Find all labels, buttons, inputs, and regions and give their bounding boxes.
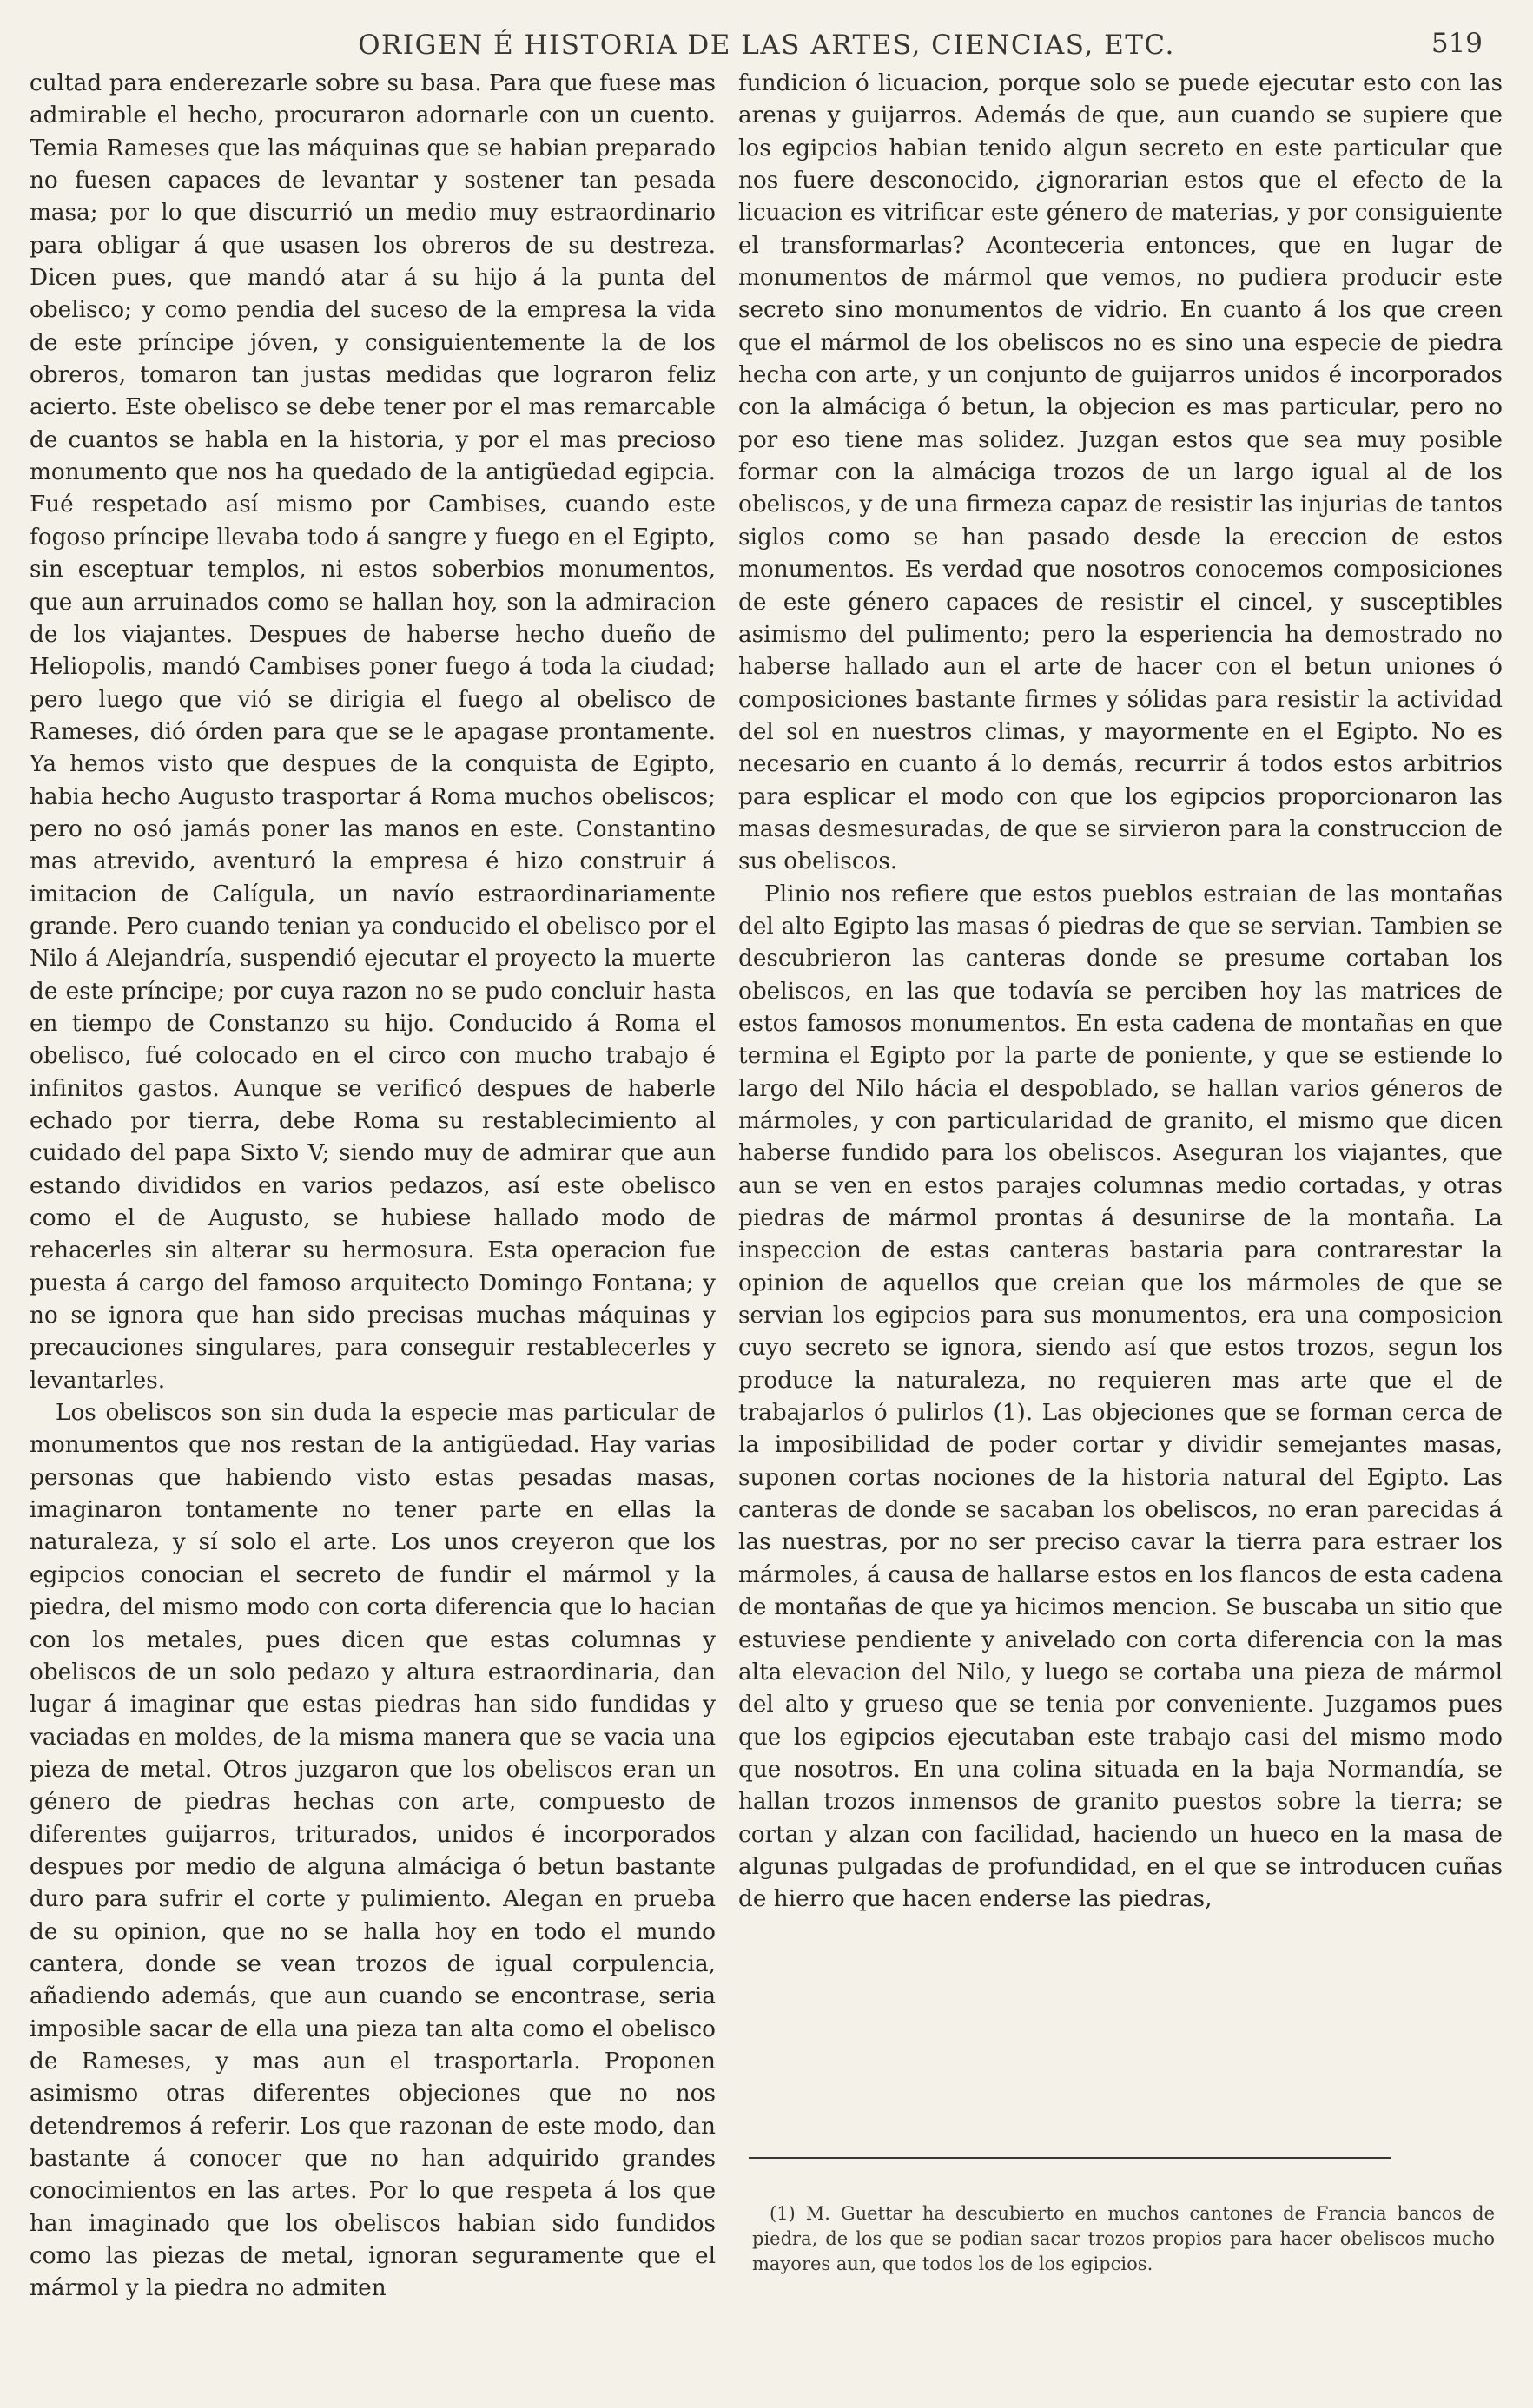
paragraph: Los obeliscos son sin duda la especie mas particular de monumentos que nos restan de la antigüedad. Hay varias personas que habiendo visto estas pesadas masas, imaginaron tontamente no tener parte en ellas la naturaleza, y sí solo el arte. Los unos creyeron que los egipcios conocian el secreto de fundir el mármol y la piedra, del mismo modo con corta diferencia que lo hacian con los metales, pues dicen que estas columnas y obeliscos de un solo pedazo y altura estraordinaria, dan lugar á imaginar que estas piedras han sido fundidas y vaciadas en moldes, de la misma manera que se vacia una pieza de metal. Otros juzgaron que los obeliscos eran un género de piedras hechas con arte, compuesto de diferentes guijarros, triturados, unidos é incorporados despues por medio de alguna almáciga ó betun bastante duro para sufrir el corte y pulimiento. Alegan en prueba de su opinion, que no se halla hoy en todo el mundo cantera, donde se vean trozos de igual corpulencia, añadiendo además, que aun cuando se encontrase, seria imposible sacar de ella una pieza tan alta como el obelisco de Rameses, y mas aun el trasportarla. Proponen asimismo otras diferentes objeciones que no nos detendremos á referir. Los que razonan de este modo, dan bastante á conocer que no han adquirido grandes conocimientos en las artes. Por lo que respeta á los que han imaginado que los obeliscos habian sido fundidos como las piezas de metal, ignoran seguramente que el mármol y la piedra no admiten [30, 1400, 716, 2302]
footnote: (1) M. Guettar ha descubierto en muchos cantones de Francia bancos de piedra, de los que se podian sacar trozos propios para hacer obeliscos mucho mayores aun, que todos los de los egipcios. [752, 2203, 1495, 2274]
paragraph: fundicion ó licuacion, porque solo se puede ejecutar esto con las arenas y guijarros. Además de que, aun cuando se supiere que los egipcios habian tenido algun secreto en este particular que nos fuere desconocido, ¿ignorarian estos que el efecto de la licuacion es vitrificar este género de materias, y por consiguiente el transformarlas? Aconteceria entonces, que en lugar de monumentos de mármol que vemos, no pudiera producir este secreto sino monumentos de vidrio. En cuanto á los que creen que el mármol de los obeliscos no es sino una especie de piedra hecha con arte, y un conjunto de guijarros unidos é incorporados con la almáciga ó betun, la objecion es mas particular, pero no por eso tiene mas solidez. Juzgan estos que sea muy posible formar con la almáciga trozos de un largo igual al de los obeliscos, y de una firmeza capaz de resistir las injurias de tantos siglos como se han pasado desde la ereccion de estos monumentos. Es verdad que nosotros conocemos composiciones de este género capaces de resistir el cincel, y susceptibles asimismo del pulimento; pero la esperiencia ha demostrado no haberse hallado aun el arte de hacer con el betun uniones ó composiciones bastante firmes y sólidas para resistir la actividad del sol en nuestros climas, y mayormente en el Egipto. No es necesario en cuanto á lo demás, recurrir á todos estos arbitrios para esplicar el modo con que los egipcios proporcionaron las masas desmesuradas, de que se sirvieron para la construccion de sus obeliscos. [738, 70, 1503, 875]
right-column [738, 68, 1503, 1917]
left-column [30, 68, 716, 2306]
paragraph: cultad para enderezarle sobre su basa. Para que fuese mas admirable el hecho, procuraron adornarle con un cuento. Temia Rameses que las máquinas que se habian preparado no fuesen capaces de levantar y sostener tan pesada masa; por lo que discurrió un medio muy estraordinario para obligar á que usasen los obreros de su destreza. Dicen pues, que mandó atar á su hijo á la punta del obelisco; y como pendia del suceso de la empresa la vida de este príncipe jóven, y consiguientemente la de los obreros, tomaron tan justas medidas que lograron feliz acierto. Este obelisco se debe tener por el mas remarcable de cuantos se habla en la historia, y por el mas precioso monumento que nos ha quedado de la antigüedad egipcia. Fué respetado así mismo por Cambises, cuando este fogoso príncipe llevaba todo á sangre y fuego en el Egipto, sin esceptuar templos, ni estos soberbios monumentos, que aun arruinados como se hallan hoy, son la admiracion de los viajantes. Despues de haberse hecho dueño de Heliopolis, mandó Cambises poner fuego á toda la ciudad; pero luego que vió se dirigia el fuego al obelisco de Rameses, dió órden para que se le apagase prontamente. Ya hemos visto que despues de la conquista de Egipto, habia hecho Augusto trasportar á Roma muchos obeliscos; pero no osó jamás poner las manos en este. Constantino mas atrevido, aventuró la empresa é hizo construir á imitacion de Calígula, un navío estraordinariamente grande. Pero cuando tenian ya conducido el obelisco por el Nilo á Alejandría, suspendió ejecutar el proyecto la muerte de este príncipe; por cuya razon no se pudo concluir hasta en tiempo de Constanzo su hijo. Conducido á Roma el obelisco, fué colocado en el circo con mucho trabajo é infinitos gastos. Aunque se verificó despues de haberle echado por tierra, debe Roma su restablecimiento al cuidado del papa Sixto V; siendo muy de admirar que aun estando divididos en varios pedazos, así este obelisco como el de Augusto, se hubiese hallado modo de rehacerles sin alterar su hermosura. Esta operacion fue puesta á cargo del famoso arquitecto Domingo Fontana; y no se ignora que han sido precisas muchas máquinas y precauciones singulares, para conseguir restablecerles y levantarles. [30, 70, 716, 1394]
page-header [0, 24, 1533, 68]
page-number: 519 [1431, 28, 1483, 59]
footnote-rule [749, 2157, 1391, 2159]
running-title: ORIGEN É HISTORIA DE LAS ARTES, CIENCIAS, ETC. [358, 30, 1175, 61]
paragraph: Plinio nos refiere que estos pueblos estraian de las montañas del alto Egipto las masas ó piedras de que se servian. Tambien se descubrieron las canteras donde se presume cortaban los obeliscos, en las que todavía se perciben hoy las matrices de estos famosos monumentos. En esta cadena de montañas en que termina el Egipto por la parte de poniente, y que se estiende lo largo del Nilo hácia el despoblado, se hallan varios géneros de mármoles, y con particularidad de granito, el mismo que dicen haberse fundido para los obeliscos. Aseguran los viajantes, que aun se ven en estos parajes columnas medio cortadas, y otras piedras de mármol prontas á desunirse de la montaña. La inspeccion de estas canteras bastaria para contrarestar la opinion de aquellos que creian que los mármoles de que se servian los egipcios para sus monumentos, era una composicion cuyo secreto se ignora, siendo así que estos trozos, segun los produce la naturaleza, no requieren mas arte que el de trabajarlos ó pulirlos (1). Las objeciones que se forman cerca de la imposibilidad de poder cortar y dividir semejantes masas, suponen cortas nociones de la historia natural del Egipto. Las canteras de donde se sacaban los obeliscos, no eran parecidas á las nuestras, por no ser preciso cavar la tierra para estraer los mármoles, á causa de hallarse estos en los flancos de esta cadena de montañas de que ya hicimos mencion. Se buscaba un sitio que estuviese pendiente y anivelado con corta diferencia con la mas alta elevacion del Nilo, y luego se cortaba una pieza de mármol del alto y grueso que se tenia por conveniente. Juzgamos pues que los egipcios ejecutaban este trabajo casi del mismo modo que nosotros. En una colina situada en la baja Normandía, se hallan trozos inmensos de granito puestos sobre la tierra; se cortan y alzan con facilidad, haciendo un hueco en la masa de algunas pulgadas de profundidad, en el que se introducen cuñas de hierro que hacen enderse las piedras, [738, 881, 1503, 1913]
